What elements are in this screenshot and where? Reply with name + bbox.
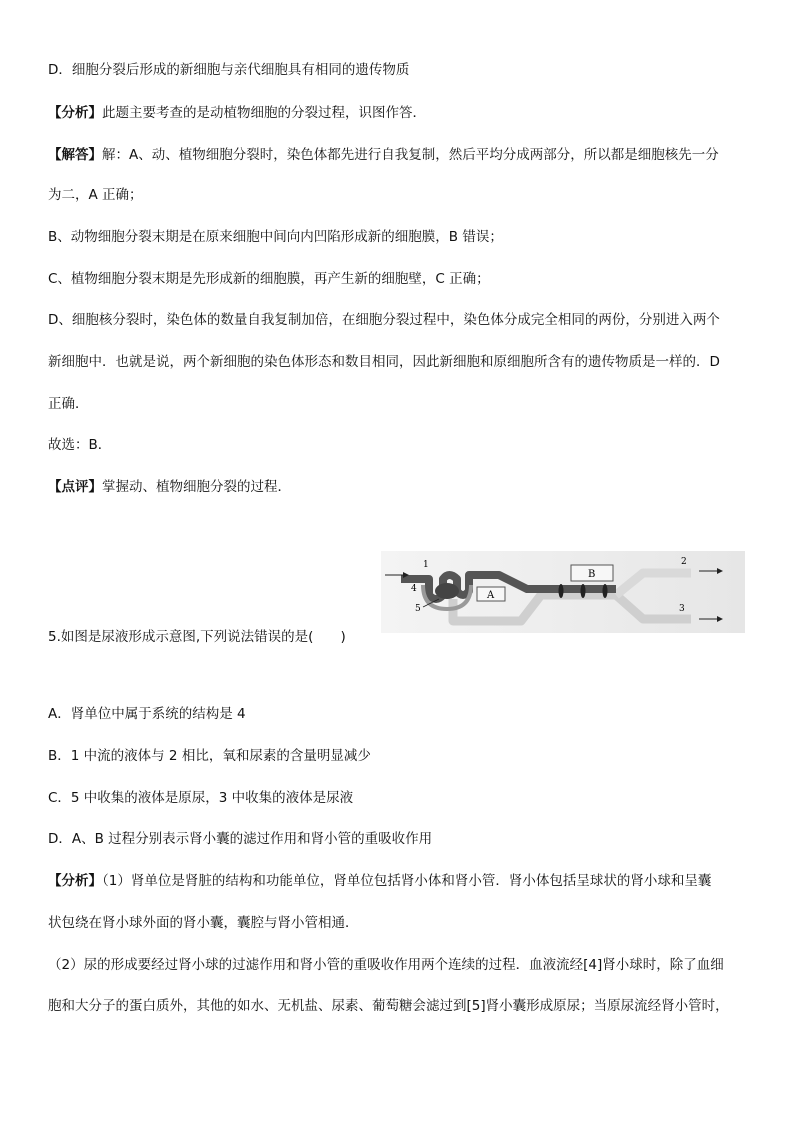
capillary-mark bbox=[559, 584, 564, 598]
answer-b: B、动物细胞分裂末期是在原来细胞中间向内凹陷形成新的细胞膜，B 错误； bbox=[48, 229, 503, 245]
choose-answer: 故选：B． bbox=[48, 437, 112, 453]
q5-analysis-tag: 【分析】 bbox=[48, 873, 102, 889]
answer-d-line-3: 正确． bbox=[48, 396, 89, 412]
comment-tag: 【点评】 bbox=[48, 479, 102, 495]
answer-d-line-2: 新细胞中．也就是说，两个新细胞的染色体形态和数目相同，因此新细胞和原细胞所含有的遗传物质是一样的．D bbox=[48, 354, 720, 370]
q5-analysis-1a: （1）肾单位是肾脏的结构和功能单位，肾单位包括肾小体和肾小管．肾小体包括呈球状的肾小球和呈囊 bbox=[102, 873, 712, 889]
label-2: 2 bbox=[681, 557, 687, 567]
label-a: A bbox=[487, 590, 495, 601]
q5-analysis-2b: 胞和大分子的蛋白质外，其他的如水、无机盐、尿素、葡萄糖会滤过到[5]肾小囊形成原尿；当原尿流经肾小管时， bbox=[48, 998, 729, 1014]
label-4: 4 bbox=[411, 584, 417, 594]
answer-c: C、植物细胞分裂末期是先形成新的细胞膜，再产生新的细胞壁，C 正确； bbox=[48, 271, 490, 287]
q5-analysis-1b: 状包绕在肾小球外面的肾小囊，囊腔与肾小管相通． bbox=[48, 915, 359, 931]
comment-paragraph bbox=[48, 478, 291, 496]
urine-formation-diagram bbox=[381, 551, 745, 633]
label-3: 3 bbox=[679, 604, 685, 614]
capillary-mark bbox=[581, 584, 586, 598]
answer-text-1: 解：A、动、植物细胞分裂时，染色体都先进行自我复制，然后平均分成两部分，所以都是细胞核先一分 bbox=[102, 147, 719, 163]
comment-text: 掌握动、植物细胞分裂的过程． bbox=[102, 479, 291, 495]
capillary-mark bbox=[603, 584, 608, 598]
answer-d-line-1: D、细胞核分裂时，染色体的数量自我复制加倍，在细胞分裂过程中，染色体分成完全相同的两份，分别进入两个 bbox=[48, 312, 720, 328]
answer-text-2: 为二，A 正确； bbox=[48, 187, 143, 203]
question-5-option-a: A．肾单位中属于系统的结构是 4 bbox=[48, 706, 246, 722]
question-5-option-d: D．A、B 过程分别表示肾小囊的滤过作用和肾小管的重吸收作用 bbox=[48, 831, 433, 847]
analysis-tag: 【分析】 bbox=[48, 105, 102, 121]
analysis-paragraph bbox=[48, 104, 426, 122]
question-5-option-c: C．5 中收集的液体是原尿，3 中收集的液体是尿液 bbox=[48, 790, 354, 806]
question-5-option-b: B．1 中流的液体与 2 相比，氧和尿素的含量明显减少 bbox=[48, 748, 371, 764]
answer-tag: 【解答】 bbox=[48, 147, 102, 163]
label-1: 1 bbox=[423, 560, 429, 570]
answer-paragraph bbox=[48, 146, 719, 164]
label-5: 5 bbox=[415, 604, 421, 614]
label-b: B bbox=[588, 569, 596, 580]
q5-analysis-2a: （2）尿的形成要经过肾小球的过滤作用和肾小管的重吸收作用两个连续的过程．血液流经[4]肾小球时，除了血细 bbox=[48, 957, 724, 973]
question-5-stem: 5.如图是尿液形成示意图,下列说法错误的是( ) bbox=[48, 629, 346, 645]
analysis-text: 此题主要考查的是动植物细胞的分裂过程，识图作答． bbox=[102, 105, 426, 121]
glomerulus bbox=[435, 583, 459, 599]
q5-analysis-paragraph bbox=[48, 872, 711, 890]
prev-option-d: D．细胞分裂后形成的新细胞与亲代细胞具有相同的遗传物质 bbox=[48, 62, 410, 78]
